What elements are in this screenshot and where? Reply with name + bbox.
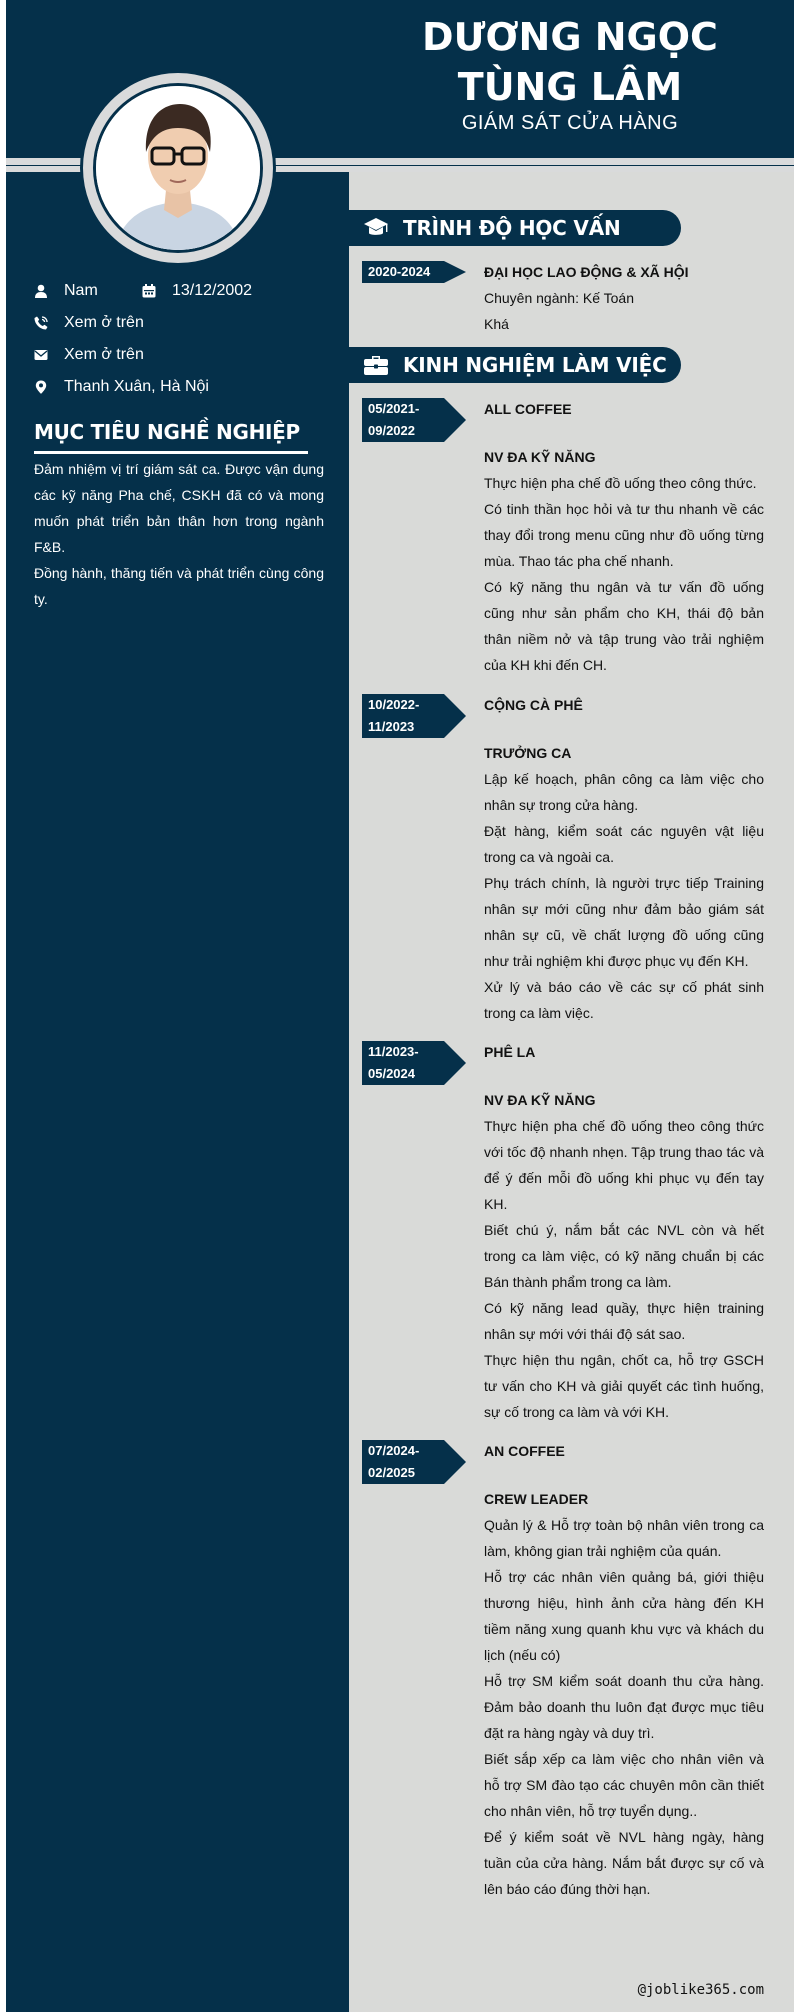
period-start: 05/2021-: [368, 401, 420, 416]
email-row: [34, 346, 144, 364]
period-end: 05/2024: [368, 1066, 415, 1081]
duty: Lập kế hoạch, phân công ca làm việc cho nhân sự trong cửa hàng.: [484, 771, 764, 813]
duty: Có tinh thần học hỏi và tư thu nhanh về các thay đổi trong menu cũng như đồ uống từng mùa. Thao tác pha chế nhanh.: [484, 501, 764, 569]
experience-header: [349, 347, 681, 383]
phone-icon: [34, 315, 48, 331]
period-end: 02/2025: [368, 1465, 415, 1480]
birthdate-row: [142, 282, 252, 300]
left-column: [6, 172, 349, 2012]
experience-title: KINH NGHIỆM LÀM VIỆC: [403, 353, 667, 377]
person-portrait-icon: [96, 86, 260, 250]
birthdate-value: 13/12/2002: [172, 282, 253, 299]
job-role: NV ĐA KỸ NĂNG: [484, 1092, 596, 1108]
duty: Xử lý và báo cáo về các sự cố phát sinh trong ca làm việc.: [484, 979, 764, 1021]
job-role: TRƯỞNG CA: [484, 745, 572, 761]
duty: Có kỹ năng lead quầy, thực hiện training nhân sự mới với thái độ sát sao.: [484, 1300, 764, 1342]
duty: Thực hiện pha chế đồ uống theo công thức.: [484, 475, 757, 491]
objective-text: [34, 456, 324, 612]
job-title: GIÁM SÁT CỬA HÀNG: [461, 112, 679, 134]
candidate-name: DƯƠNG NGỌC TÙNG LÂM: [422, 15, 718, 109]
objective-paragraph: Đảm nhiệm vị trí giám sát ca. Được vận dụng các kỹ năng Pha chế, CSKH đã có và mong muốn phát triển bản thân hơn trong ngành F&B.: [34, 461, 324, 555]
email-value: Xem ở trên: [64, 346, 144, 363]
duty: Hỗ trợ SM kiểm soát doanh thu cửa hàng. Đảm bảo doanh thu luôn đạt được mục tiêu đặt ra hàng ngày và duy trì.: [484, 1673, 764, 1741]
company-name: PHÊ LA: [484, 1044, 536, 1060]
gender-value: Nam: [64, 282, 98, 299]
graduation-cap-icon: [363, 215, 389, 241]
company-name: CỘNG CÀ PHÊ: [484, 697, 583, 713]
duty: Quản lý & Hỗ trợ toàn bộ nhân viên trong ca làm, không gian trải nghiệm của quán.: [484, 1517, 764, 1559]
phone-row: [34, 314, 144, 332]
period-start: 11/2023-: [368, 1044, 419, 1059]
company-name: ALL COFFEE: [484, 401, 572, 417]
address-row: [34, 378, 209, 396]
period-end: 11/2023: [368, 719, 415, 734]
experience-entry: [484, 1438, 764, 1902]
education-header: [349, 210, 681, 246]
school-name: ĐẠI HỌC LAO ĐỘNG & XÃ HỘI: [484, 264, 689, 280]
objective-title: MỤC TIÊU NGHỀ NGHIỆP: [34, 420, 300, 444]
duty: Để ý kiểm soát về NVL hàng ngày, hàng tuần của cửa hàng. Nắm bắt được sự cố và lên báo cáo đúng thời hạn.: [484, 1829, 764, 1897]
duty: Phụ trách chính, là người trực tiếp Training nhân sự mới cũng như đảm bảo giám sát nhân sự cũ, về chất lượng đồ uống cũng như trải nghiệm khi được phục vụ đến KH.: [484, 875, 764, 969]
duty: Thực hiện pha chế đồ uống theo công thức với tốc độ nhanh nhẹn. Tập trung thao tác và để ý đến mỗi đồ uống khi phục vụ đến tay KH.: [484, 1118, 764, 1212]
avatar-photo: [93, 83, 263, 253]
objective-paragraph: Đồng hành, thăng tiến và phát triển cùng công ty.: [34, 565, 324, 607]
map-pin-icon: [34, 379, 48, 395]
watermark: @joblike365.com: [637, 1982, 764, 1998]
avatar: [80, 70, 276, 266]
objective-underline: [34, 451, 308, 454]
job-role: NV ĐA KỸ NĂNG: [484, 449, 596, 465]
duty: Hỗ trợ các nhân viên quảng bá, giới thiệu thương hiệu, hình ảnh cửa hàng đến KH tiềm năng xung quanh khu vực và khách du lịch (nếu có): [484, 1569, 764, 1663]
education-title: TRÌNH ĐỘ HỌC VẤN: [403, 216, 621, 240]
briefcase-icon: [363, 352, 389, 378]
experience-entry: [484, 396, 764, 678]
address-value: Thanh Xuân, Hà Nội: [64, 378, 209, 395]
envelope-icon: [34, 347, 48, 363]
duty: Biết chú ý, nắm bắt các NVL còn và hết trong ca làm việc, có kỹ năng chuẩn bị các Bán thành phẩm trong ca làm.: [484, 1222, 764, 1290]
user-icon: [34, 283, 48, 299]
period-start: 10/2022-: [368, 697, 420, 712]
duty: Có kỹ năng thu ngân và tư vấn đồ uống cũng như sản phẩm cho KH, thái độ bản thân niềm nở và tập trung vào trải nghiệm của KH khi đến CH.: [484, 579, 764, 673]
company-name: AN COFFEE: [484, 1443, 565, 1459]
experience-entry: [484, 692, 764, 1026]
job-role: CREW LEADER: [484, 1491, 589, 1507]
calendar-icon: [142, 283, 156, 299]
experience-entry: [484, 1039, 764, 1425]
phone-value: Xem ở trên: [64, 314, 144, 331]
period-start: 07/2024-: [368, 1443, 420, 1458]
duty: Thực hiện thu ngân, chốt ca, hỗ trợ GSCH tư vấn cho KH và giải quyết các tình huống, sự cố trong ca làm và với KH.: [484, 1352, 764, 1420]
education-entry: [484, 259, 764, 337]
duty: Đặt hàng, kiểm soát các nguyên vật liệu trong ca và ngoài ca.: [484, 823, 764, 865]
grade: Khá: [484, 316, 509, 332]
period-end: 09/2022: [368, 423, 415, 438]
major: Chuyên ngành: Kế Toán: [484, 290, 634, 306]
education-period: 2020-2024: [362, 261, 444, 283]
duty: Biết sắp xếp ca làm việc cho nhân viên và hỗ trợ SM đào tạo các chuyên môn cần thiết cho nhân viên, hỗ trợ tuyển dụng..: [484, 1751, 764, 1819]
gender-row: [34, 282, 98, 300]
